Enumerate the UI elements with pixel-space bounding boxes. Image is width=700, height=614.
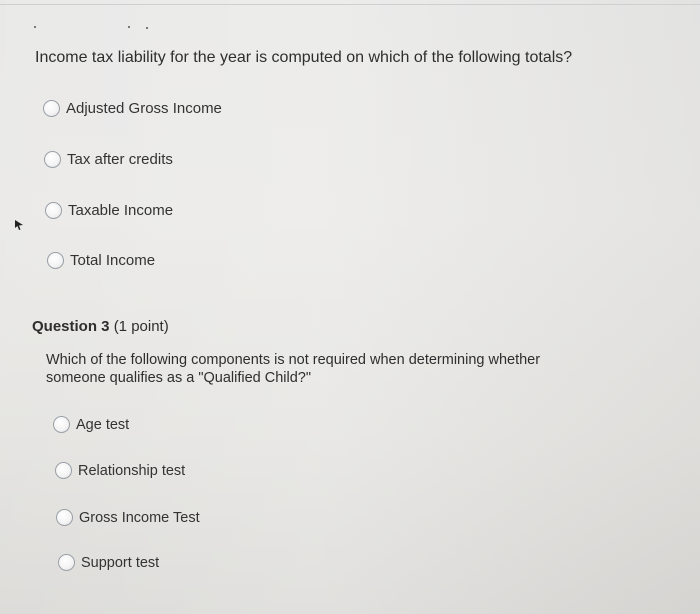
radio-button-icon[interactable] [47,252,64,269]
option-taxable-income[interactable] [45,202,173,219]
radio-button-icon[interactable] [56,509,73,526]
option-tax-after-credits[interactable] [44,151,173,168]
option-gross-income-test[interactable] [56,509,200,526]
top-divider [0,4,700,5]
option-age-test[interactable] [53,416,129,433]
question-1-text: Income tax liability for the year is computed on which of the following totals? [35,49,573,66]
mouse-pointer-icon [14,219,24,231]
option-label: Relationship test [78,462,186,479]
question-3-heading [32,318,169,335]
radio-button-icon[interactable] [43,100,60,117]
option-relationship-test[interactable] [55,462,185,479]
radio-button-icon[interactable] [44,151,61,168]
radio-button-icon[interactable] [55,462,72,479]
question-number: Question 3 [32,318,110,335]
option-label: Adjusted Gross Income [66,100,222,117]
option-label: Support test [81,554,160,571]
screen-speck [128,26,130,28]
screen-speck [146,27,148,29]
radio-button-icon[interactable] [45,202,62,219]
option-total-income[interactable] [47,252,155,269]
option-label: Gross Income Test [79,509,200,526]
question-3-text-line-1: Which of the following components is not required when determining whether [46,352,541,368]
option-label: Age test [76,416,130,433]
question-3-text-line-2: someone qualifies as a "Qualified Child?" [46,370,312,386]
radio-button-icon[interactable] [53,416,70,433]
option-adjusted-gross-income[interactable] [43,100,222,117]
question-points: (1 point) [113,318,169,335]
option-support-test[interactable] [58,554,159,571]
option-label: Taxable Income [68,202,174,219]
screen-speck [34,26,36,28]
option-label: Total Income [70,252,156,269]
option-label: Tax after credits [67,151,173,168]
radio-button-icon[interactable] [58,554,75,571]
